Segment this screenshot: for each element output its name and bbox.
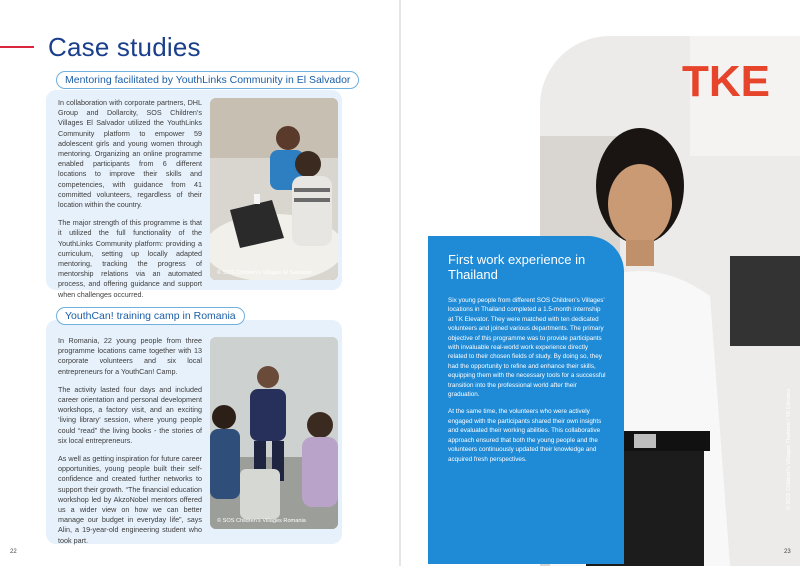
case-text-el-salvador: [58, 98, 202, 308]
paragraph: As well as getting inspiration for future career opportunities, young people built their self-confidence and created further networks to support their growth. “The financial education workshop led by AkzoNobel mentors offered us a wider view on how we can better manage our budget in everyday life”, says Alin, a 19-year-old engineering student who took part.: [58, 454, 202, 545]
case-text-romania: [58, 336, 202, 554]
page-number-left: 22: [10, 549, 17, 555]
case-heading-el-salvador: Mentoring facilitated by YouthLinks Community in El Salvador: [56, 71, 359, 89]
photo-credit-romania: © SOS Children’s Villages Romania: [217, 518, 306, 524]
paragraph: Six young people from different SOS Children’s Villages’ locations in Thailand completed a 1.5-month internship at TK Elevator. They were matched with ten dedicated volunteers and joined various departments. The primary objective of this programme was to provide participants with invaluable real-world work experience directly related to their chosen fields of study. By doing so, they had the opportunity to refine and enhance their skills, equipping them with the necessary tools for a successful transition into the professional world after their graduation.: [448, 297, 606, 399]
photo-credit-el-salvador: © SOS Children’s Villages El Salvador: [217, 270, 313, 276]
paragraph: In collaboration with corporate partners, DHL Group and Dollarcity, SOS Children’s Villages El Salvador utilized the YouthLinks Community platform to empower 59 adolescent girls and young women through mentoring. Organizing an online programme enabled participants from 6 different locations to improve their skills and competencies, with guidance from 41 committed volunteers, regardless of their location within the country.: [58, 98, 202, 210]
paragraph: The activity lasted four days and included career orientation and personal development workshops, a factory visit, and an exciting ‘living library’ session, where young people could “read” the living books - the stories of six local entrepreneurs.: [58, 384, 202, 445]
case-text-thailand: [448, 296, 606, 472]
photo-training-camp: [210, 337, 338, 529]
photo-illustration: [210, 98, 338, 280]
page-gutter: [399, 0, 401, 566]
case-heading-thailand: First work experience in Thailand: [448, 252, 586, 282]
paragraph: The major strength of this programme is that it utilized the full functionality of the YouthLinks Community platform: providing a curriculum, setting up locally adapted mentoring, tracking the progress of mentorship relations via an automated process, and offering guidance and support when challenges occurred.: [58, 218, 202, 299]
photo-mentoring-session: [210, 98, 338, 280]
case-heading-romania: YouthCan! training camp in Romania: [56, 307, 245, 325]
paragraph: At the same time, the volunteers who were actively engaged with the participants shared their own insights and evaluated their working abilities. This collaborative approach ensured that both the young people and the volunteers continuously updated their knowledge and acquired fresh perspectives.: [448, 408, 602, 463]
page-number-right: 23: [784, 549, 791, 555]
photo-credit-thailand: © SOS Children’s Villages Thailand / TK Elevator: [786, 388, 792, 510]
title-accent-line: [0, 46, 34, 48]
photo-illustration: [210, 337, 338, 529]
page-title: Case studies: [48, 32, 201, 62]
paragraph: In Romania, 22 young people from three programme locations came together with 13 corporate volunteers and six local entrepreneurs for a YouthCan! Camp.: [58, 336, 202, 376]
tke-logo: TKE: [682, 57, 770, 106]
